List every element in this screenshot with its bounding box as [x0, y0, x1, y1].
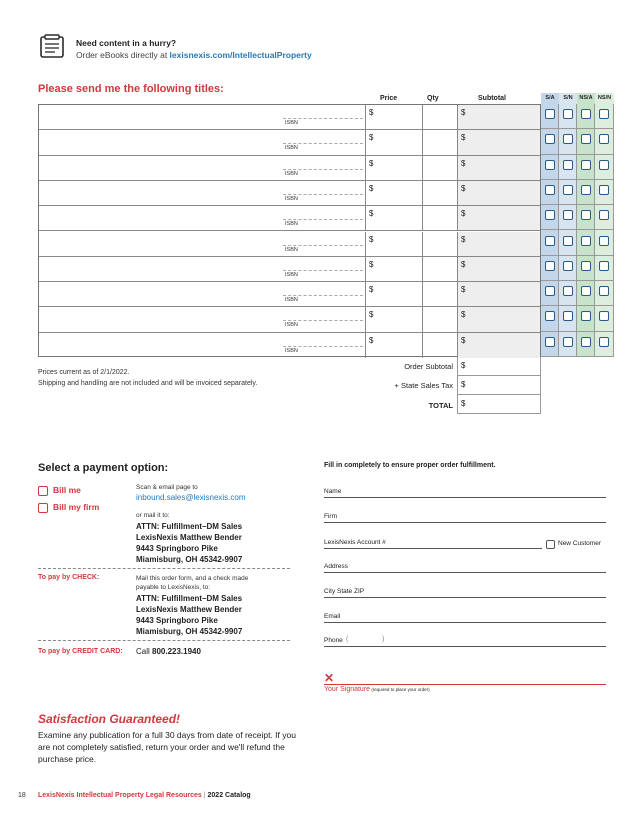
- fill-note: Fill in completely to ensure proper order fulfillment.: [324, 462, 496, 469]
- tax-cell: [559, 180, 576, 205]
- qty-cell[interactable]: [423, 333, 458, 358]
- tax-checkbox[interactable]: [563, 311, 573, 321]
- tax-cell: [595, 129, 613, 154]
- price-currency: $: [369, 285, 374, 295]
- subtotal-cell[interactable]: [458, 105, 540, 129]
- tax-checkbox[interactable]: [599, 210, 609, 220]
- price-currency: $: [369, 183, 374, 193]
- payment-title: Select a payment option:: [38, 462, 169, 474]
- tax-cell: [577, 306, 594, 331]
- price-cell[interactable]: [365, 257, 423, 281]
- tax-cell: [595, 306, 613, 331]
- order-subtotal-field[interactable]: $: [457, 357, 541, 376]
- signature-x-icon: ✕: [324, 671, 335, 685]
- subtotal-cell[interactable]: [458, 181, 540, 205]
- tax-cell: [577, 256, 594, 281]
- ebook-icon: [38, 33, 66, 61]
- tax-checkbox[interactable]: [581, 337, 591, 347]
- tax-cell: [559, 155, 576, 180]
- qty-header: Qty: [427, 95, 439, 102]
- prices-note: Prices current as of 2/1/2022. Shipping and handling are not included and will be invoiced separately.: [38, 369, 258, 387]
- price-cell[interactable]: [365, 307, 423, 331]
- isbn-label: ISBN: [285, 271, 298, 278]
- tax-cell: [595, 180, 613, 205]
- email-label: Email: [324, 613, 341, 620]
- address-field[interactable]: [324, 572, 606, 573]
- isbn-label: ISBN: [285, 246, 298, 253]
- tax-cell: [541, 155, 558, 180]
- tax-checkbox[interactable]: [599, 261, 609, 271]
- tax-checkbox[interactable]: [545, 109, 555, 119]
- tax-checkbox[interactable]: [545, 261, 555, 271]
- isbn-label: ISBN: [285, 347, 298, 354]
- tax-checkbox[interactable]: [581, 261, 591, 271]
- phone-field[interactable]: [324, 646, 606, 647]
- tax-cell: [595, 332, 613, 357]
- signature-label: Your Signature (required to place your order): [324, 686, 430, 693]
- tax-cell: [541, 281, 558, 306]
- subtotal-currency: $: [461, 234, 466, 244]
- order-row[interactable]: [39, 156, 540, 181]
- tax-cell: [595, 155, 613, 180]
- tax-checkbox[interactable]: [599, 134, 609, 144]
- order-row[interactable]: [39, 257, 540, 282]
- total-field[interactable]: $: [457, 395, 541, 414]
- subtotal-currency: $: [461, 259, 466, 269]
- tax-checkbox[interactable]: [545, 311, 555, 321]
- qty-cell[interactable]: [423, 130, 458, 154]
- order-row[interactable]: [39, 206, 540, 231]
- tax-cell: [541, 256, 558, 281]
- price-currency: $: [369, 310, 374, 320]
- tax-head-nsa: NS/A: [577, 93, 595, 104]
- isbn-line: [283, 118, 363, 119]
- price-currency: $: [369, 158, 374, 168]
- bill-firm-label: Bill my firm: [53, 502, 100, 512]
- tax-checkbox[interactable]: [581, 109, 591, 119]
- tax-cell: [559, 281, 576, 306]
- state-tax-field[interactable]: $: [457, 376, 541, 395]
- price-cell[interactable]: [365, 206, 423, 230]
- email-field[interactable]: [324, 622, 606, 623]
- order-title: Please send me the following titles:: [38, 83, 224, 95]
- bill-me-checkbox[interactable]: [38, 486, 48, 496]
- order-subtotal-label: Order Subtotal: [404, 362, 453, 371]
- isbn-label: ISBN: [285, 170, 298, 177]
- phone-paren-open: (: [346, 636, 349, 643]
- isbn-line: [283, 194, 363, 195]
- qty-cell[interactable]: [423, 257, 458, 281]
- tax-cell: [595, 231, 613, 256]
- price-currency: $: [369, 133, 374, 143]
- hurry-text: Order eBooks directly at lexisnexis.com/IntellectualProperty: [76, 50, 312, 60]
- price-currency: $: [369, 234, 374, 244]
- account-label: LexisNexis Account #: [324, 539, 386, 546]
- tax-cell: [541, 104, 558, 129]
- isbn-line: [283, 169, 363, 170]
- isbn-line: [283, 143, 363, 144]
- tax-checkbox[interactable]: [581, 236, 591, 246]
- tax-checkbox[interactable]: [581, 160, 591, 170]
- firm-field[interactable]: [324, 522, 606, 523]
- isbn-line: [283, 245, 363, 246]
- subtotal-header: Subtotal: [478, 95, 506, 102]
- tax-cell: [541, 180, 558, 205]
- price-currency: $: [369, 335, 374, 345]
- tax-checkbox[interactable]: [563, 210, 573, 220]
- tax-cell: [577, 205, 594, 230]
- tax-cell: [559, 256, 576, 281]
- tax-cell: [577, 231, 594, 256]
- subtotal-currency: $: [461, 285, 466, 295]
- name-label: Name: [324, 488, 342, 495]
- tax-cell: [541, 129, 558, 154]
- isbn-line: [283, 320, 363, 321]
- divider: [38, 640, 290, 641]
- qty-cell[interactable]: [423, 156, 458, 180]
- email-link[interactable]: inbound.sales@lexisnexis.com: [136, 493, 246, 502]
- tax-head-sn: S/N: [559, 93, 577, 104]
- tax-cell: [577, 129, 594, 154]
- price-currency: $: [369, 259, 374, 269]
- tax-checkbox[interactable]: [599, 337, 609, 347]
- subtotal-cell[interactable]: [458, 257, 540, 281]
- price-cell[interactable]: [365, 181, 423, 205]
- tax-checkbox[interactable]: [581, 286, 591, 296]
- price-header: Price: [380, 95, 398, 102]
- tax-checkbox[interactable]: [545, 160, 555, 170]
- mail-address: ATTN: Fulfillment–DM Sales LexisNexis Matthew Bender 9443 Springboro Pike Miamisburg, OH 45342-9907: [136, 522, 243, 564]
- tax-checkbox[interactable]: [581, 134, 591, 144]
- tax-checkbox[interactable]: [599, 311, 609, 321]
- tax-checkbox[interactable]: [563, 160, 573, 170]
- price-cell[interactable]: [365, 105, 423, 129]
- price-cell[interactable]: [365, 156, 423, 180]
- tax-checkbox[interactable]: [599, 286, 609, 296]
- account-field[interactable]: [324, 548, 542, 549]
- satisfaction-title: Satisfaction Guaranteed!: [38, 712, 181, 726]
- new-customer-checkbox[interactable]: [546, 540, 555, 549]
- tax-checkbox[interactable]: [563, 337, 573, 347]
- city-field[interactable]: [324, 597, 606, 598]
- tax-cell: [577, 155, 594, 180]
- tax-cell: [559, 129, 576, 154]
- tax-cell: [595, 205, 613, 230]
- isbn-label: ISBN: [285, 297, 298, 304]
- tax-cell: [541, 205, 558, 230]
- tax-checkbox[interactable]: [581, 185, 591, 195]
- qty-cell[interactable]: [423, 282, 458, 306]
- subtotal-currency: $: [461, 158, 466, 168]
- tax-cell: [577, 180, 594, 205]
- tax-head-sa: S/A: [541, 93, 559, 104]
- divider: [38, 568, 290, 569]
- city-label: City State ZIP: [324, 588, 365, 595]
- qty-cell[interactable]: [423, 105, 458, 129]
- tax-col-nsa: [577, 104, 595, 357]
- tax-cell: [577, 332, 594, 357]
- signature-field[interactable]: [324, 684, 606, 685]
- tax-cell: [595, 256, 613, 281]
- check-label: To pay by CHECK:: [38, 574, 100, 581]
- subtotal-cell[interactable]: [458, 307, 540, 331]
- order-row[interactable]: [39, 333, 540, 358]
- subtotal-currency: $: [461, 310, 466, 320]
- subtotal-currency: $: [461, 335, 466, 345]
- tax-cell: [559, 306, 576, 331]
- price-cell[interactable]: [365, 130, 423, 154]
- check-address: ATTN: Fulfillment–DM Sales LexisNexis Matthew Bender 9443 Springboro Pike Miamisburg, OH 45342-9907: [136, 594, 243, 636]
- order-row[interactable]: [39, 130, 540, 155]
- credit-card-phone: Call 800.223.1940: [136, 647, 201, 656]
- tax-checkbox[interactable]: [545, 134, 555, 144]
- tax-checkbox[interactable]: [599, 109, 609, 119]
- hurry-title: Need content in a hurry?: [76, 38, 177, 48]
- bill-me-label: Bill me: [53, 485, 81, 495]
- tax-checkbox[interactable]: [545, 210, 555, 220]
- tax-checkbox[interactable]: [599, 160, 609, 170]
- scan-email-text: Scan & email page to: [136, 484, 198, 491]
- tax-cell: [559, 205, 576, 230]
- name-field[interactable]: [324, 497, 606, 498]
- tax-checkbox[interactable]: [545, 236, 555, 246]
- price-cell[interactable]: [365, 333, 423, 358]
- qty-cell[interactable]: [423, 307, 458, 331]
- tax-checkbox[interactable]: [563, 185, 573, 195]
- tax-cell: [559, 104, 576, 129]
- firm-label: Firm: [324, 513, 337, 520]
- bill-firm-checkbox[interactable]: [38, 503, 48, 513]
- state-tax-label: + State Sales Tax: [394, 381, 453, 390]
- qty-cell[interactable]: [423, 232, 458, 256]
- tax-checkbox[interactable]: [563, 134, 573, 144]
- subtotal-cell[interactable]: [458, 282, 540, 306]
- tax-cell: [541, 231, 558, 256]
- tax-checkbox[interactable]: [563, 109, 573, 119]
- ebook-link[interactable]: lexisnexis.com/IntellectualProperty: [169, 50, 312, 60]
- price-currency: $: [369, 209, 374, 219]
- order-table: [38, 104, 541, 357]
- subtotal-currency: $: [461, 133, 466, 143]
- tax-checkbox[interactable]: [563, 261, 573, 271]
- phone-paren-close: ): [382, 636, 385, 643]
- subtotal-cell[interactable]: [458, 232, 540, 256]
- address-label: Address: [324, 563, 348, 570]
- order-row[interactable]: [39, 232, 540, 257]
- tax-checkbox[interactable]: [545, 286, 555, 296]
- tax-checkbox[interactable]: [563, 286, 573, 296]
- order-row[interactable]: [39, 181, 540, 206]
- tax-cell: [559, 332, 576, 357]
- tax-col-sn: [559, 104, 577, 357]
- isbn-label: ISBN: [285, 145, 298, 152]
- isbn-label: ISBN: [285, 221, 298, 228]
- tax-checkbox[interactable]: [545, 185, 555, 195]
- tax-cell: [559, 231, 576, 256]
- price-currency: $: [369, 108, 374, 117]
- tax-col-nsn: [595, 104, 614, 357]
- total-label: TOTAL: [428, 401, 453, 410]
- tax-cell: [595, 104, 613, 129]
- tax-cell: [595, 281, 613, 306]
- isbn-line: [283, 346, 363, 347]
- tax-checkbox[interactable]: [599, 185, 609, 195]
- tax-cell: [577, 281, 594, 306]
- qty-cell[interactable]: [423, 206, 458, 230]
- subtotal-cell[interactable]: [458, 333, 540, 358]
- tax-head-nsn: NS/N: [595, 93, 614, 104]
- subtotal-cell[interactable]: [458, 156, 540, 180]
- order-row[interactable]: [39, 307, 540, 332]
- qty-cell[interactable]: [423, 181, 458, 205]
- isbn-line: [283, 219, 363, 220]
- price-cell[interactable]: [365, 232, 423, 256]
- phone-label: Phone: [324, 637, 343, 644]
- order-row[interactable]: [39, 105, 540, 130]
- tax-cell: [541, 306, 558, 331]
- tax-cell: [577, 104, 594, 129]
- tax-cell: [541, 332, 558, 357]
- or-mail-text: or mail it to:: [136, 512, 170, 519]
- isbn-line: [283, 270, 363, 271]
- tax-col-sa: [541, 104, 559, 357]
- isbn-label: ISBN: [285, 120, 298, 126]
- subtotal-currency: $: [461, 183, 466, 193]
- isbn-label: ISBN: [285, 195, 298, 202]
- subtotal-currency: $: [461, 108, 466, 117]
- check-note: Mail this order form, and a check made payable to LexisNexis, to:: [136, 575, 249, 591]
- satisfaction-text: Examine any publication for a full 30 days from date of receipt. If you are not completely satisfied, return your order and we'll refund the purchase price.: [38, 730, 296, 764]
- subtotal-currency: $: [461, 209, 466, 219]
- page-number: 18: [18, 792, 26, 799]
- tax-checkbox[interactable]: [545, 337, 555, 347]
- new-customer-label: New Customer: [558, 540, 601, 547]
- credit-card-label: To pay by CREDIT CARD:: [38, 648, 123, 655]
- tax-checkbox[interactable]: [581, 311, 591, 321]
- isbn-label: ISBN: [285, 322, 298, 329]
- tax-checkbox[interactable]: [599, 236, 609, 246]
- subtotal-cell[interactable]: [458, 206, 540, 230]
- price-cell[interactable]: [365, 282, 423, 306]
- tax-checkbox[interactable]: [563, 236, 573, 246]
- order-row[interactable]: [39, 282, 540, 307]
- subtotal-cell[interactable]: [458, 130, 540, 154]
- tax-checkbox[interactable]: [581, 210, 591, 220]
- footer: LexisNexis Intellectual Property Legal Resources | 2022 Catalog: [38, 792, 251, 799]
- isbn-line: [283, 295, 363, 296]
